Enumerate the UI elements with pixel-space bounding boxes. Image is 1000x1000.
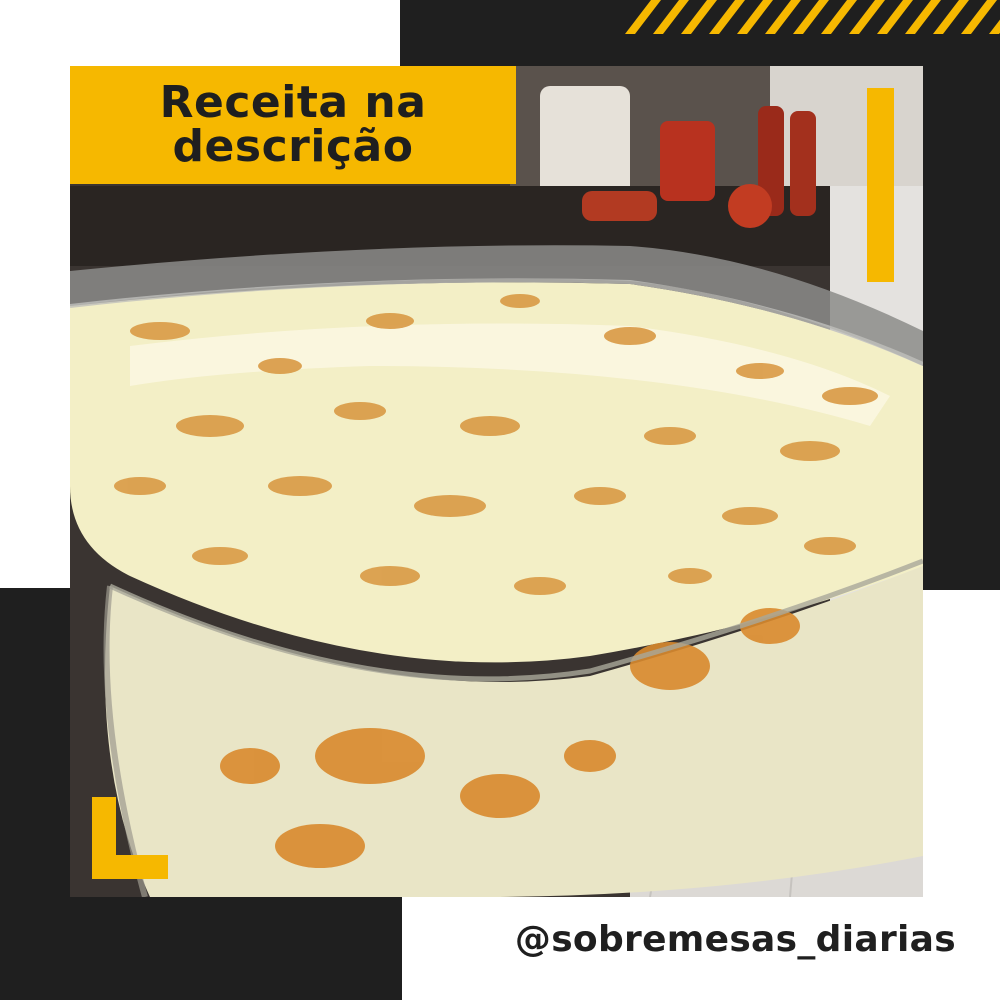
dessert-photo — [70, 66, 923, 897]
title-line-1: Receita na — [159, 77, 427, 128]
title-line-2: descrição — [172, 121, 414, 172]
instagram-handle: @sobremesas_diarias — [514, 919, 956, 960]
yellow-vertical-bar-decoration — [867, 88, 894, 282]
corner-l-decoration — [92, 797, 168, 879]
recipe-title-banner — [70, 66, 516, 184]
hazard-stripes-decoration — [615, 0, 1000, 34]
